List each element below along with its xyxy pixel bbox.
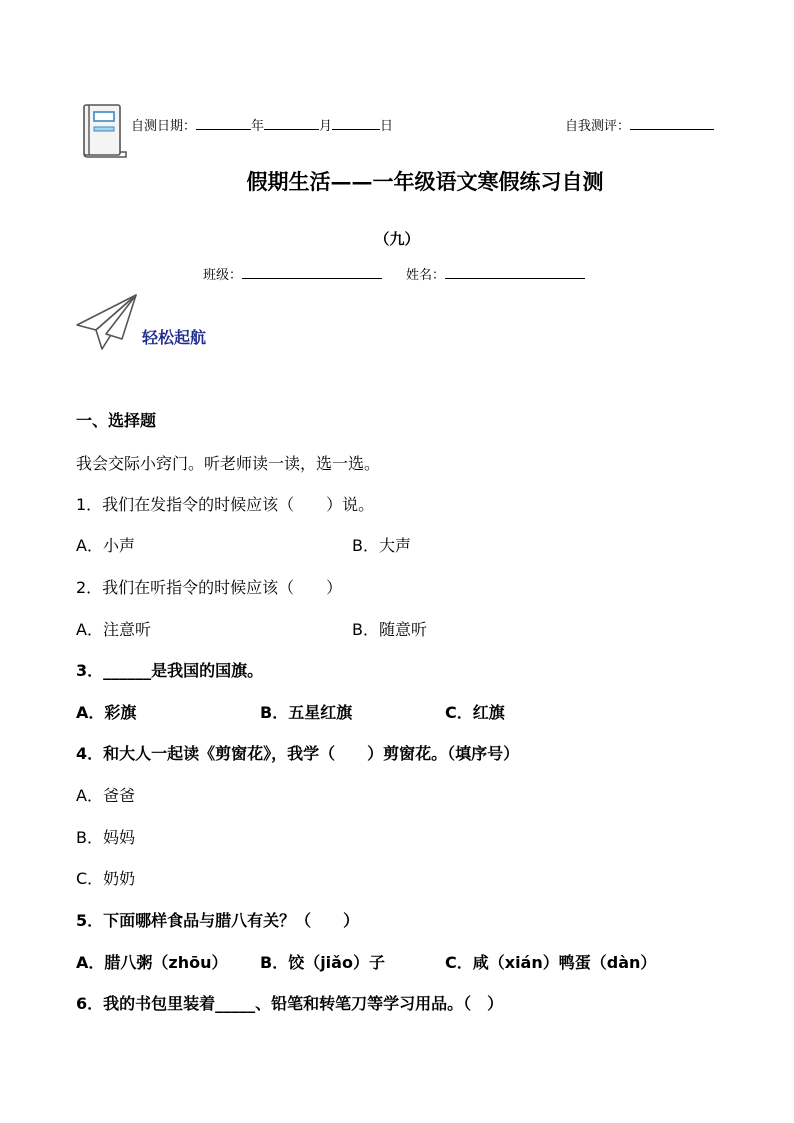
q3-option-c[interactable]: C．红旗 [445, 703, 505, 722]
q5-option-a[interactable]: A．腊八粥（zhōu） [76, 953, 228, 972]
class-blank[interactable] [242, 266, 382, 279]
q1-option-b[interactable]: B．大声 [352, 536, 411, 555]
year-blank[interactable] [196, 117, 251, 130]
day-label: 日 [380, 119, 394, 134]
question-2: 2．我们在听指令的时候应该（ ） [76, 578, 343, 597]
date-line [131, 115, 393, 134]
q3-option-a[interactable]: A．彩旗 [76, 703, 137, 722]
class-label: 班级： [203, 268, 243, 283]
name-line [406, 264, 585, 283]
date-label: 自测日期： [131, 119, 197, 134]
name-label: 姓名： [406, 268, 446, 283]
q3-option-b[interactable]: B．五星红旗 [260, 703, 353, 722]
question-5: 5．下面哪样食品与腊八有关？（ ） [76, 911, 360, 930]
self-eval-line [565, 115, 714, 134]
question-4: 4．和大人一起读《剪窗花》，我学（ ）剪窗花。（填序号） [76, 744, 520, 763]
day-blank[interactable] [332, 117, 380, 130]
q2-option-a[interactable]: A．注意听 [76, 620, 151, 639]
q5-option-c[interactable]: C．咸（xián）鸭蛋（dàn） [445, 953, 657, 972]
question-3: 3．______是我国的国旗。 [76, 661, 264, 680]
q4-option-c[interactable]: C．奶奶 [76, 869, 136, 888]
q1-option-a[interactable]: A．小声 [76, 536, 135, 555]
q2-option-b[interactable]: B．随意听 [352, 620, 427, 639]
month-blank[interactable] [264, 117, 319, 130]
question-1: 1．我们在发指令的时候应该（ ）说。 [76, 495, 375, 514]
q4-option-b[interactable]: B．妈妈 [76, 828, 135, 847]
section-heading: 一、选择题 [76, 411, 157, 430]
page-subtitle: （九） [374, 230, 420, 248]
month-label: 月 [319, 119, 333, 134]
self-eval-blank[interactable] [630, 117, 714, 130]
paper-plane-icon [74, 292, 140, 352]
question-6: 6．我的书包里装着_____、铅笔和转笔刀等学习用品。（ ） [76, 994, 504, 1013]
q4-option-a[interactable]: A．爸爸 [76, 786, 135, 805]
self-eval-label: 自我测评： [565, 119, 631, 134]
intro-text: 我会交际小窍门。听老师读一读，选一选。 [76, 454, 381, 473]
name-blank[interactable] [445, 266, 585, 279]
year-label: 年 [251, 119, 265, 134]
book-icon [80, 102, 130, 160]
q5-option-b[interactable]: B．饺（jiǎo）子 [260, 953, 385, 972]
class-line [203, 264, 382, 283]
page-title: 假期生活——一年级语文寒假练习自测 [246, 169, 604, 194]
section-badge: 轻松起航 [142, 328, 207, 347]
